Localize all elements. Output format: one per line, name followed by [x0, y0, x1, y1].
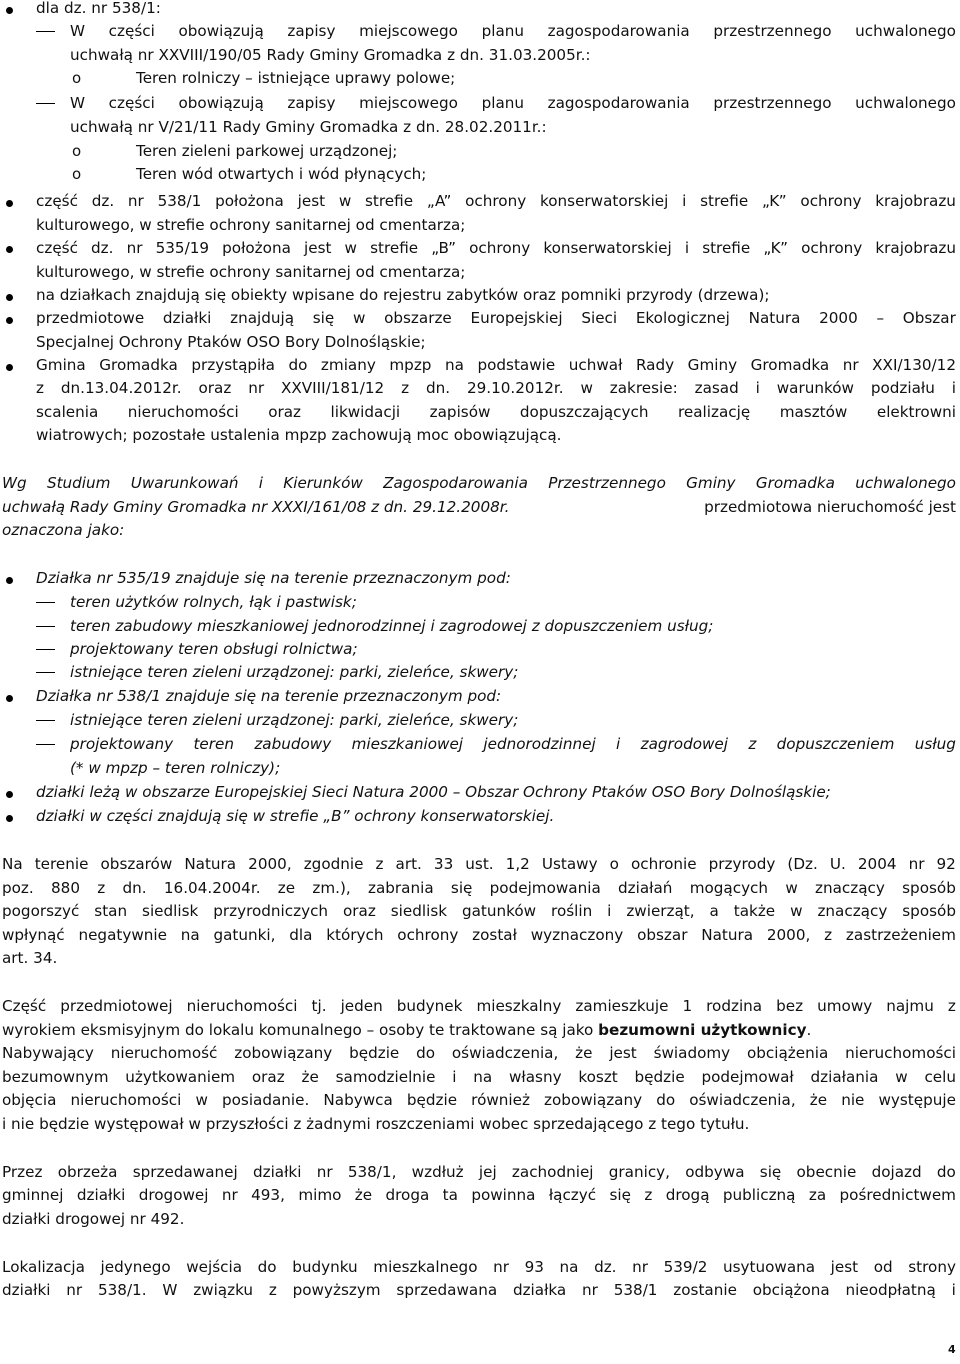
bullet-marker	[6, 200, 13, 207]
occupancy-line-2	[2, 1019, 811, 1042]
studium-zone-b: działki w części znajdują się w strefie „B” ochrony konserwatorskiej.	[36, 807, 555, 825]
bullet-marker	[6, 815, 13, 822]
bullet-mpzp-line-2: z dn.13.04.2012r. oraz nr XXVIII/181/12 z dn. 29.10.2012r. w zakresie: zasad i warunków podziału i	[36, 379, 956, 397]
plot-538-use-1: istniejące teren zieleni urządzonej: parki, zieleńce, skwery;	[70, 711, 519, 729]
plot-535-use-2: teren zabudowy mieszkaniowej jednorodzinnej i zagrodowej z dopuszczeniem usług;	[70, 617, 714, 635]
access-line-2: gminnej działki drogowej nr 493, mimo że droga ta powinna łączyć się z drogą publiczną za pośrednictwem	[2, 1186, 956, 1204]
occupancy-line-1: Część przedmiotowej nieruchomości tj. jeden budynek mieszkalny zamieszkuje 1 rodzina bez umowy najmu z	[2, 997, 956, 1015]
dash-marker	[36, 720, 55, 721]
studium-line-3: oznaczona jako:	[2, 521, 125, 539]
bullet-marker	[6, 695, 13, 702]
plot-535-use-3: projektowany teren obsługi rolnictwa;	[70, 640, 358, 658]
bullet-natura-line-2: Specjalnej Ochrony Ptaków OSO Bory Dolnośląskie;	[36, 333, 426, 351]
plot-535-heading: Działka nr 535/19 znajduje się na terenie przeznaczonym pod:	[36, 569, 511, 587]
dash-marker	[36, 672, 55, 673]
bullet-mpzp-line-1: Gmina Gromadka przystąpiła do zmiany mpzp na podstawie uchwał Rady Gminy Gromadka nr XXI/130/12	[36, 356, 956, 374]
natura-line-1: Na terenie obszarów Natura 2000, zgodnie z art. 33 ust. 1,2 Ustawy o ochronie przyrody (Dz. U. 2004 nr 92	[2, 855, 956, 873]
bullet-zone-a-line-2: kulturowego, w strefie ochrony sanitarnej od cmentarza;	[36, 216, 466, 234]
occupancy-line-5: objęcia nieruchomości w posiadanie. Nabywca będzie również zobowiązany do oświadczenia, że nie występuje	[2, 1091, 956, 1109]
plan-clause-1-line-1: W części obowiązują zapisy miejscowego planu zagospodarowania przestrzennego uchwalonego	[70, 22, 956, 40]
occupancy-status: bezumowni użytkownicy	[598, 1021, 807, 1039]
natura-line-3: pogorszyć stan siedlisk przyrodniczych oraz siedlisk gatunków roślin i zwierząt, a także w znaczący sposób	[2, 902, 956, 920]
plan-clause-1-line-2: uchwałą nr XXVIII/190/05 Rady Gminy Gromadka z dn. 31.03.2005r.:	[70, 46, 591, 64]
plot-538-use-2-line-2: (* w mpzp – teren rolniczy);	[70, 759, 281, 777]
designation-3: Teren wód otwartych i wód płynących;	[136, 165, 427, 183]
bullet-marker	[6, 246, 13, 253]
entrance-line-1: Lokalizacja jedynego wejścia do budynku mieszkalnego nr 93 na dz. nr 539/2 usytuowana jest od strony	[2, 1258, 956, 1276]
plot-heading: dla dz. nr 538/1:	[36, 0, 161, 17]
dash-marker	[36, 649, 55, 650]
plot-538-heading: Działka nr 538/1 znajduje się na terenie przeznaczonym pod:	[36, 687, 502, 705]
studium-line-1: Wg Studium Uwarunkowań i Kierunków Zagospodarowania Przestrzennego Gminy Gromadka uchwalonego	[2, 474, 956, 492]
designation-1: Teren rolniczy – istniejące uprawy polowe;	[136, 69, 456, 87]
bullet-mpzp-line-4: wiatrowych; pozostałe ustalenia mpzp zachowują moc obowiązującą.	[36, 426, 562, 444]
bullet-zone-b-line-2: kulturowego, w strefie ochrony sanitarnej od cmentarza;	[36, 263, 466, 281]
studium-resolution: uchwałą Rady Gminy Gromadka nr XXXI/161/08 z dn. 29.12.2008r.	[2, 498, 510, 516]
occupancy-line-4: bezumownym użytkowaniem oraz że samodzielnie i na własny koszt będzie podejmował działania w celu	[2, 1068, 956, 1086]
dash-marker	[36, 31, 55, 32]
circle-marker: o	[72, 142, 82, 160]
bullet-marker	[6, 577, 13, 584]
natura-line-4: wpłynąć negatywnie na gatunki, dla których ochrony został wyznaczony obszar Natura 2000, z zastrzeżeniem	[2, 926, 956, 944]
occupancy-line-6: i nie będzie występował w przyszłości z żadnymi roszczeniami wobec sprzedającego z tego tytułu.	[2, 1115, 750, 1133]
access-line-1: Przez obrzeża sprzedawanej działki nr 538/1, wzdłuż jej zachodniej granicy, odbywa się obecnie dojazd do	[2, 1163, 956, 1181]
bullet-marker	[6, 7, 13, 14]
circle-marker: o	[72, 69, 82, 87]
bullet-marker	[6, 791, 13, 798]
natura-line-5: art. 34.	[2, 949, 58, 967]
circle-marker: o	[72, 165, 82, 183]
page-number: 4	[948, 1343, 956, 1356]
entrance-line-2: działki nr 538/1. W związku z powyższym sprzedawana działka nr 538/1 zostanie obciążona nieodpłatną i	[2, 1281, 956, 1299]
natura-line-2: poz. 880 z dn. 16.04.2004r. ze zm.), zabrania się podejmowania działań mogących w znaczący sposób	[2, 879, 956, 897]
dash-marker	[36, 602, 55, 603]
designation-2: Teren zieleni parkowej urządzonej;	[136, 142, 398, 160]
bullet-mpzp-line-3: scalenia nieruchomości oraz likwidacji zapisów dopuszczających realizację masztów elektrowni	[36, 403, 956, 421]
occupancy-text: wyrokiem eksmisyjnym do lokalu komunalnego – osoby te traktowane są jako	[2, 1021, 599, 1039]
studium-line-2	[2, 496, 956, 519]
dash-marker	[36, 103, 55, 104]
bullet-monuments: na działkach znajdują się obiekty wpisane do rejestru zabytków oraz pomniki przyrody (drzewa);	[36, 286, 770, 304]
occupancy-period: .	[806, 1021, 812, 1039]
plot-535-use-4: istniejące teren zieleni urządzonej: parki, zieleńce, skwery;	[70, 663, 519, 681]
occupancy-line-3: Nabywający nieruchomość zobowiązany będzie do oświadczenia, że jest świadomy obciążenia nieruchomości	[2, 1044, 956, 1062]
bullet-natura-line-1: przedmiotowe działki znajdują się w obszarze Europejskiej Sieci Ekologicznej Natura 2000 – Obszar	[36, 309, 956, 327]
bullet-marker	[6, 317, 13, 324]
plan-clause-2-line-2: uchwałą nr V/21/11 Rady Gminy Gromadka z dn. 28.02.2011r.:	[70, 118, 547, 136]
studium-subject: przedmiotowa nieruchomość jest	[704, 498, 956, 516]
bullet-zone-b-line-1: część dz. nr 535/19 położona jest w strefie „B” ochrony konserwatorskiej i strefie „K” ochrony krajobrazu	[36, 239, 956, 257]
plot-538-use-2-line-1: projektowany teren zabudowy mieszkaniowej jednorodzinnej i zagrodowej z dopuszczeniem usług	[70, 735, 956, 753]
plan-clause-2-line-1: W części obowiązują zapisy miejscowego planu zagospodarowania przestrzennego uchwalonego	[70, 94, 956, 112]
studium-natura: działki leżą w obszarze Europejskiej Sieci Natura 2000 – Obszar Ochrony Ptaków OSO Bory Dolnośląskie;	[36, 783, 831, 801]
dash-marker	[36, 744, 55, 745]
bullet-zone-a-line-1: część dz. nr 538/1 położona jest w strefie „A” ochrony konserwatorskiej i strefie „K” ochrony krajobrazu	[36, 192, 956, 210]
dash-marker	[36, 626, 55, 627]
plot-535-use-1: teren użytków rolnych, łąk i pastwisk;	[70, 593, 357, 611]
bullet-marker	[6, 364, 13, 371]
bullet-marker	[6, 294, 13, 301]
access-line-3: działki drogowej nr 492.	[2, 1210, 185, 1228]
